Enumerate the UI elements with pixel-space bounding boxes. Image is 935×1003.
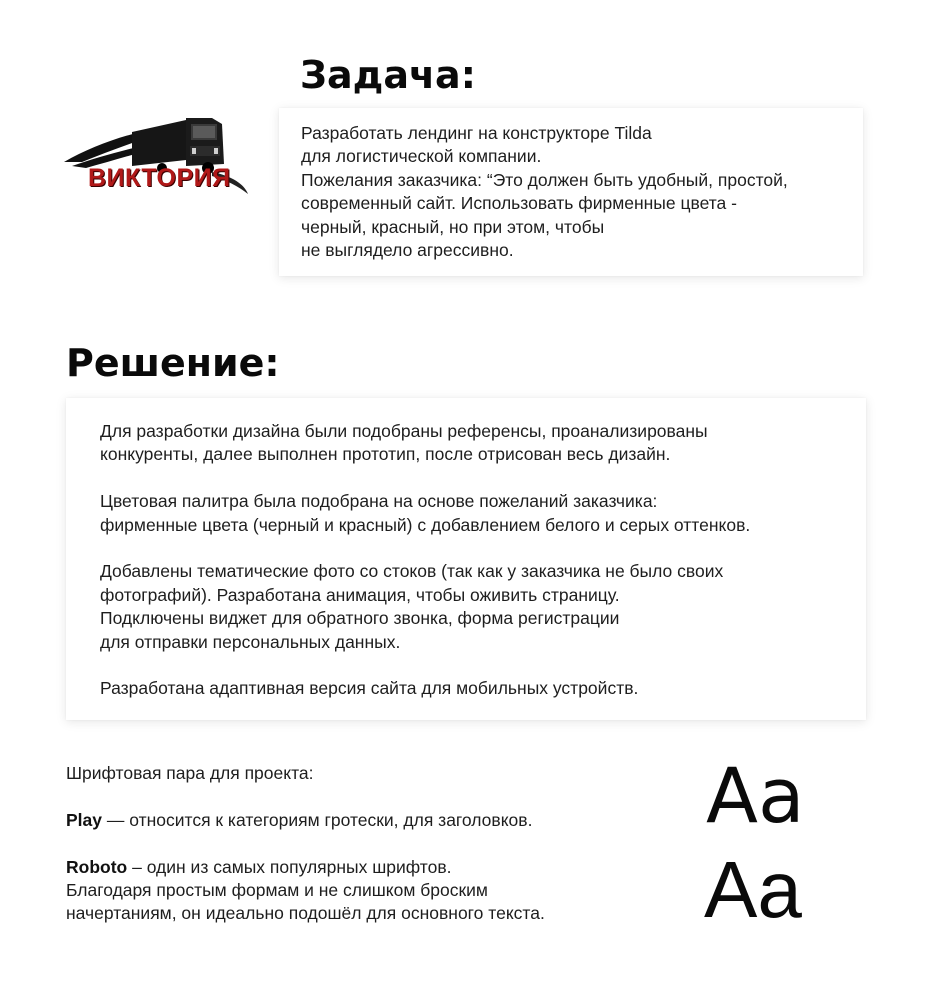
- solution-paragraph: [100, 420, 850, 467]
- solution-line: Добавлены тематические фото со стоков (так как у заказчика не было своих: [100, 561, 724, 582]
- roboto-font-line: Благодаря простым формам и не слишком броским: [66, 880, 488, 900]
- task-line: не выглядело агрессивно.: [301, 240, 514, 261]
- solution-line: Разработана адаптивная версия сайта для мобильных устройств.: [100, 678, 639, 699]
- solution-title: Решение:: [66, 341, 280, 385]
- solution-line: Подключены виджет для обратного звонка, форма регистрации: [100, 608, 620, 629]
- task-line: Разработать лендинг на конструкторе Tilda: [301, 123, 652, 143]
- solution-line: Цветовая палитра была подобрана на основе пожеланий заказчика:: [100, 491, 658, 512]
- play-font-sample: Aa: [706, 751, 805, 840]
- solution-line: фирменные цвета (черный и красный) с добавлением белого и серых оттенков.: [100, 514, 751, 535]
- roboto-font-desc: – один из самых популярных шрифтов.: [127, 856, 452, 877]
- solution-paragraph: [100, 560, 850, 654]
- task-line: современный сайт. Использовать фирменные цвета -: [301, 193, 737, 214]
- task-description: [301, 122, 856, 262]
- task-line: для логистической компании.: [301, 146, 542, 167]
- task-line: черный, красный, но при этом, чтобы: [301, 216, 605, 237]
- solution-description: [100, 420, 850, 701]
- roboto-font-name: Roboto: [66, 856, 128, 877]
- task-title: Задача:: [300, 53, 476, 97]
- solution-line: для отправки персональных данных.: [100, 631, 401, 652]
- task-card: [279, 108, 863, 276]
- font-pair-description: [66, 762, 666, 926]
- solution-paragraph: [100, 677, 850, 700]
- company-logo: [62, 114, 252, 198]
- roboto-font-line: начертаниям, он идеально подошёл для основного текста.: [66, 903, 545, 924]
- play-font-name: Play: [66, 809, 102, 830]
- task-line: Пожелания заказчика: “Это должен быть удобный, простой,: [301, 169, 788, 190]
- play-font-desc: — относится к категориям гротески, для заголовков.: [102, 809, 533, 830]
- logo-text: ВИКТОРИЯ: [88, 164, 231, 192]
- solution-line: Для разработки дизайна были подобраны референсы, проанализированы: [100, 421, 708, 441]
- solution-card: [66, 398, 866, 720]
- font-pair-intro: Шрифтовая пара для проекта:: [66, 763, 314, 783]
- roboto-font-line: [66, 856, 666, 879]
- play-font-line: [66, 809, 666, 832]
- solution-line: конкуренты, далее выполнен прототип, после отрисован весь дизайн.: [100, 444, 671, 465]
- solution-paragraph: [100, 490, 850, 537]
- solution-line: фотографий). Разработана анимация, чтобы оживить страницу.: [100, 584, 620, 605]
- roboto-font-sample: Aa: [704, 845, 802, 934]
